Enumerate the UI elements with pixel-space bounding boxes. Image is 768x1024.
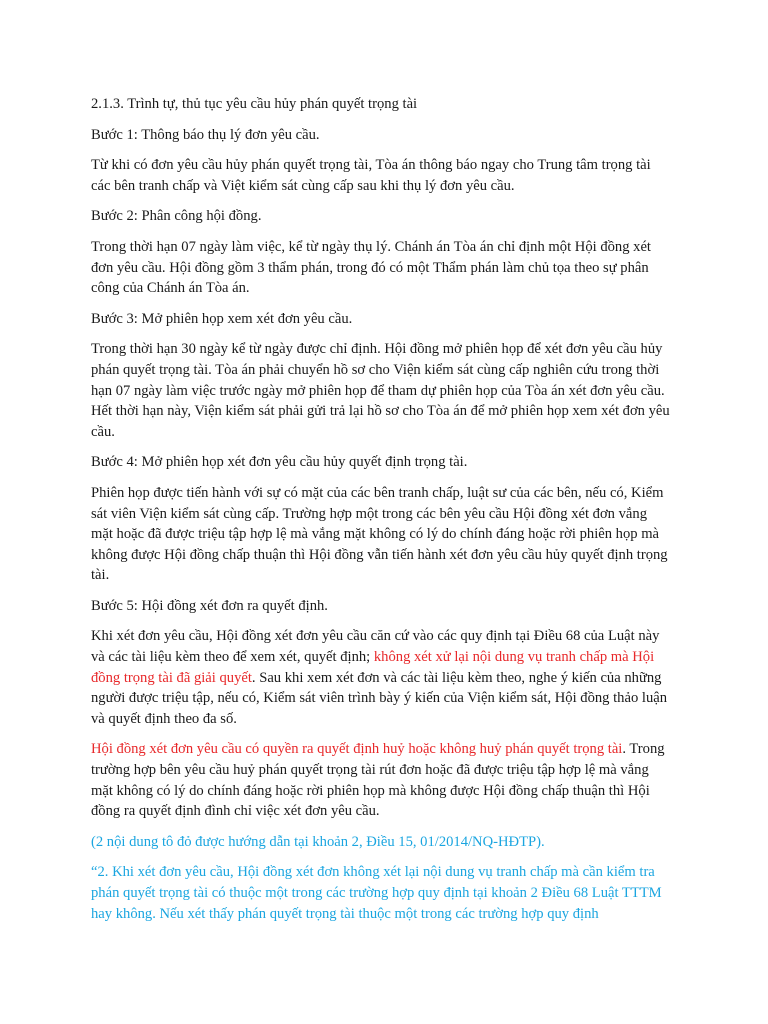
step-1-title: Bước 1: Thông báo thụ lý đơn yêu cầu.: [91, 126, 320, 143]
step-5-body: [91, 626, 672, 729]
step-5-body-part-a: Khi xét đơn yêu cầu, Hội đồng xét đơn yêu cầu căn cứ vào các quy định tại Điều 68 của Luật này và các tài liệu kèm theo để xem xét, quyết định;: [91, 628, 660, 666]
step-5-highlight-red: không xét xử lại nội dung vụ tranh chấp mà Hội đồng trọng tài đã giải quyết: [91, 649, 655, 686]
decision-paragraph: [91, 739, 672, 821]
step-3-title: Bước 3: Mở phiên họp xem xét đơn yêu cầu.: [91, 310, 353, 327]
step-5-title: Bước 5: Hội đồng xét đơn ra quyết định.: [91, 597, 328, 614]
quote-paragraph: “2. Khi xét đơn yêu cầu, Hội đồng xét đơn không xét lại nội dung vụ tranh chấp mà cần kiểm tra phán quyết trọng tài có thuộc một trong các trường hợp quy định tại khoản 2 Điều 68 Luật TTTM hay không. Nếu xét thấy phán quyết trọng tài thuộc một trong các trường hợp quy định: [91, 864, 662, 922]
step-2-body: Trong thời hạn 07 ngày làm việc, kể từ ngày thụ lý. Chánh án Tòa án chỉ định một Hội đồng xét đơn yêu cầu. Hội đồng gồm 3 thẩm phán, trong đó có một Thẩm phán làm chủ tọa theo sự phân công của Chánh án Tòa án.: [91, 238, 651, 297]
step-2-title: Bước 2: Phân công hội đồng.: [91, 208, 262, 225]
decision-body: . Trong trường hợp bên yêu cầu huỷ phán quyết trọng tài rút đơn hoặc đã được triệu tập hợp lệ mà vắng mặt không có lý do chính đáng hoặc rời phiên họp mà không được Hội đồng chấp thuận thì Hội đồng ra quyết định đình chỉ việc xét đơn yêu cầu.: [91, 741, 665, 820]
step-4-body: Phiên họp được tiến hành với sự có mặt của các bên tranh chấp, luật sư của các bên, nếu có, Kiểm sát viên Viện kiểm sát cùng cấp. Trường hợp một trong các bên yêu cầu Hội đồng xét đơn vắng mặt hoặc đã được triệu tập hợp lệ mà vắng mặt không có lý do chính đáng hoặc rời phiên họp mà không được Hội đồng chấp thuận thì Hội đồng vẫn tiến hành xét đơn yêu cầu hủy quyết định trọng tài.: [91, 484, 668, 584]
decision-highlight-red: Hội đồng xét đơn yêu cầu có quyền ra quyết định huỷ hoặc không huỷ phán quyết trọng tài: [91, 741, 623, 758]
step-3-body: Trong thời hạn 30 ngày kể từ ngày được chỉ định. Hội đồng mở phiên họp để xét đơn yêu cầu hủy phán quyết trọng tài. Tòa án phải chuyển hồ sơ cho Viện kiểm sát cùng cấp nghiên cứu trong thời hạn 07 ngày làm việc trước ngày mở phiên họp để tham dự phiên họp của Tòa án xét đơn yêu cầu. Hết thời hạn này, Viện kiểm sát phải gửi trả lại hồ sơ cho Tòa án để mở phiên họp xem xét đơn yêu cầu.: [91, 341, 670, 440]
note-paragraph: (2 nội dung tô đỏ được hướng dẫn tại khoản 2, Điều 15, 01/2014/NQ-HĐTP).: [91, 833, 545, 850]
section-heading: 2.1.3. Trình tự, thủ tục yêu cầu hủy phán quyết trọng tài: [91, 96, 418, 112]
step-5-body-part-b: . Sau khi xem xét đơn và các tài liệu kèm theo, nghe ý kiến của những người được triệu tập, nếu có, Kiểm sát viên trình bày ý kiến của Viện kiểm sát, Hội đồng thảo luận và quyết định theo đa số.: [91, 669, 668, 727]
step-1-body: Từ khi có đơn yêu cầu hủy phán quyết trọng tài, Tòa án thông báo ngay cho Trung tâm trọng tài các bên tranh chấp và Việt kiểm sát cùng cấp sau khi thụ lý đơn yêu cầu.: [91, 157, 651, 194]
step-4-title: Bước 4: Mở phiên họp xét đơn yêu cầu hủy quyết định trọng tài.: [91, 454, 468, 471]
